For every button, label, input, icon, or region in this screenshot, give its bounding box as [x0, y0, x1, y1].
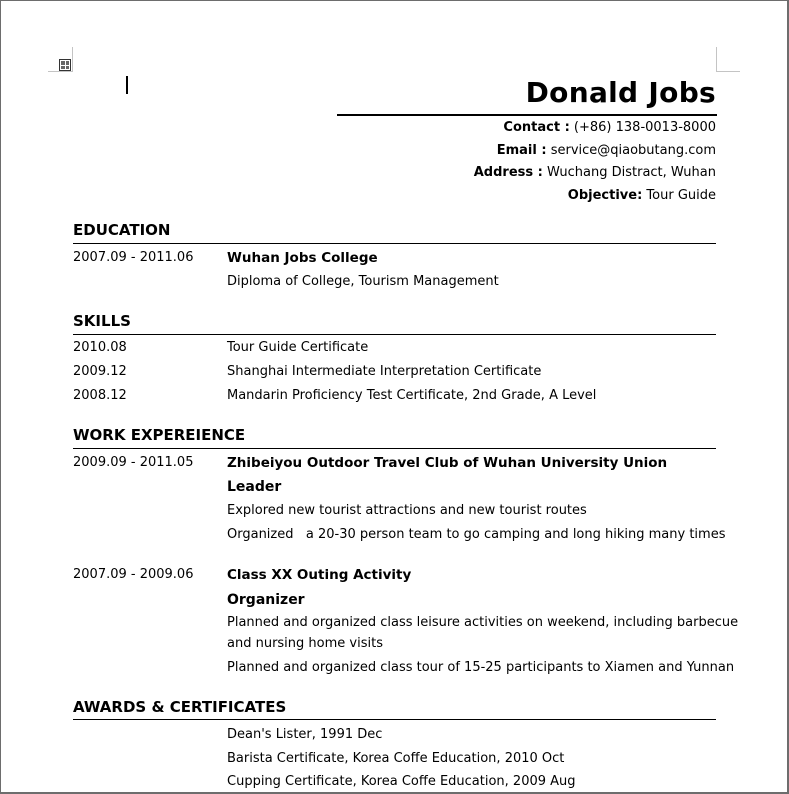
email-value: service@qiaobutang.com [550, 143, 716, 158]
objective-label: Objective: [567, 188, 643, 203]
job-description: Explored new tourist attractions and new tourist routes [227, 503, 587, 518]
objective-line [568, 188, 716, 203]
skill-item: Tour Guide Certificate [227, 340, 369, 355]
section-rule [73, 243, 716, 244]
award-item: Dean's Lister, 1991 Dec [227, 727, 383, 742]
job-date: 2009.09 - 2011.05 [73, 455, 194, 470]
education-school: Wuhan Jobs College [227, 250, 378, 266]
section-title-education: EDUCATION [73, 221, 171, 239]
text-cursor [126, 76, 128, 94]
margin-marker-top-left [48, 71, 72, 72]
name-underline [337, 114, 717, 116]
skill-date: 2009.12 [73, 364, 127, 379]
email-label: Email : [496, 143, 547, 158]
section-rule [73, 448, 716, 449]
job-description: Organized a 20-30 person team to go camping and long hiking many times [227, 527, 726, 542]
job-description: Planned and organized class leisure activities on weekend, including barbecue [227, 615, 739, 630]
job-role: Organizer [227, 592, 305, 608]
objective-value: Tour Guide [646, 188, 716, 203]
award-item: Barista Certificate, Korea Coffe Education, 2010 Oct [227, 751, 565, 766]
job-description: and nursing home visits [227, 636, 383, 651]
skill-item: Shanghai Intermediate Interpretation Certificate [227, 364, 542, 379]
job-organization: Class XX Outing Activity [227, 567, 412, 583]
resume-name: Donald Jobs [525, 76, 716, 109]
section-rule [73, 719, 716, 720]
skill-item: Mandarin Proficiency Test Certificate, 2nd Grade, A Level [227, 388, 597, 403]
section-title-work: WORK EXPEREIENCE [73, 426, 246, 444]
margin-marker-top-left-vertical [72, 47, 73, 72]
job-date: 2007.09 - 2009.06 [73, 567, 194, 582]
section-rule [73, 334, 716, 335]
address-value: Wuchang Distract, Wuhan [547, 165, 716, 180]
address-line [474, 165, 716, 180]
email-line [497, 143, 716, 158]
margin-marker-top-right-vertical [716, 47, 717, 72]
contact-label: Contact : [503, 120, 570, 135]
address-label: Address : [473, 165, 543, 180]
contact-value: (+86) 138-0013-8000 [573, 120, 716, 135]
skill-date: 2008.12 [73, 388, 127, 403]
award-item: Cupping Certificate, Korea Coffe Education, 2009 Aug [227, 774, 576, 789]
section-title-awards: AWARDS & CERTIFICATES [73, 698, 287, 716]
job-role: Leader [227, 479, 282, 495]
skill-date: 2010.08 [73, 340, 127, 355]
job-organization: Zhibeiyou Outdoor Travel Club of Wuhan University Union [227, 455, 668, 471]
contact-line [503, 120, 716, 135]
education-degree: Diploma of College, Tourism Management [227, 274, 499, 289]
job-description: Planned and organized class tour of 15-25 participants to Xiamen and Yunnan [227, 660, 735, 675]
table-move-handle-icon[interactable] [59, 59, 71, 71]
margin-marker-top-right [716, 71, 740, 72]
education-date: 2007.09 - 2011.06 [73, 250, 194, 265]
section-title-skills: SKILLS [73, 312, 131, 330]
